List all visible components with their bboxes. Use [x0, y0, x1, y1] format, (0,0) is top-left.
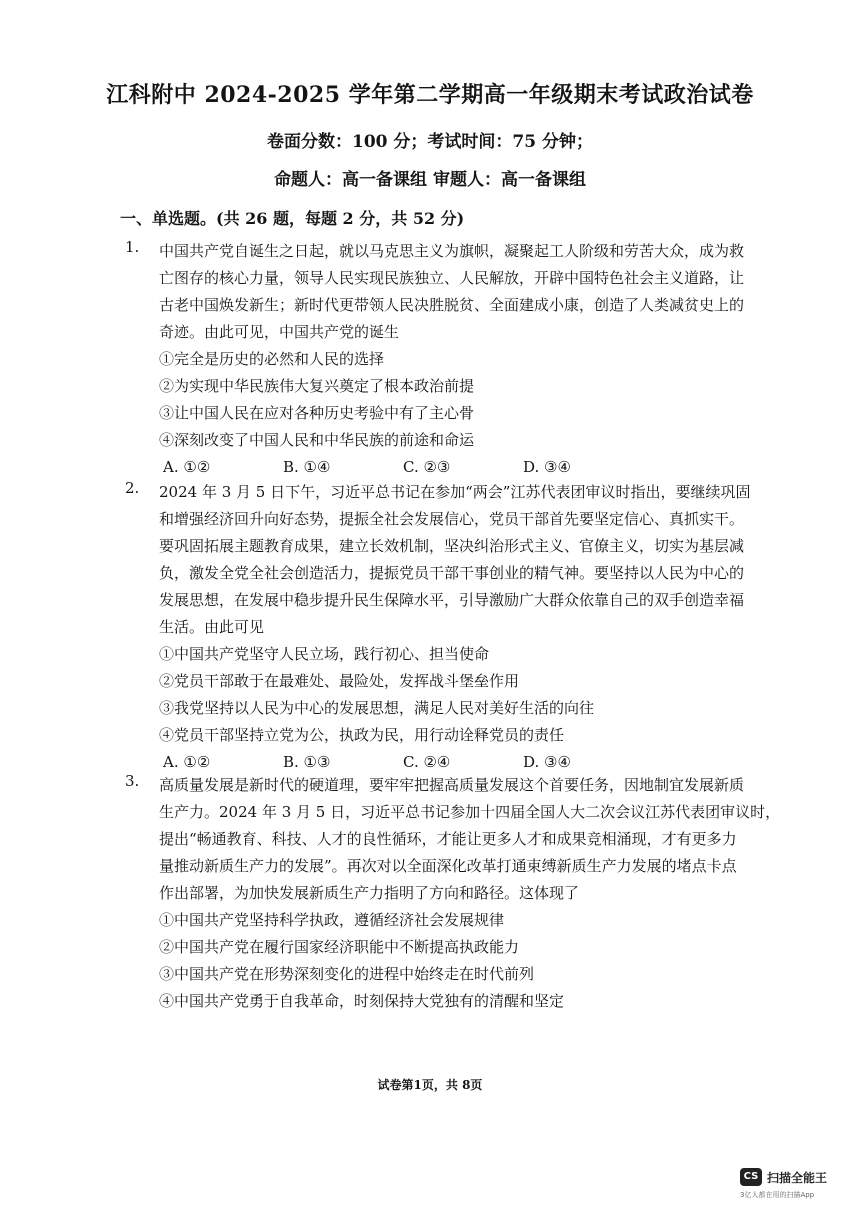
authors-line: 命题人：高一备课组 审题人：高一备课组	[274, 170, 586, 190]
question-stem	[159, 772, 785, 907]
stem-line: 中国共产党自诞生之日起，就以马克思主义为旗帜，凝聚起工人阶级和劳苦大众，成为救	[159, 242, 745, 260]
stem-line: 高质量发展是新时代的硬道理，要牢牢把握高质量发展这个首要任务，因地制宜发展新质	[159, 776, 745, 794]
statement-option: ②中国共产党在履行国家经济职能中不断提高执政能力	[159, 938, 520, 956]
choice-b: B. ①③	[283, 753, 331, 771]
question-2	[125, 479, 785, 776]
choice-d: D. ③④	[523, 458, 571, 476]
watermark-name: 扫描全能王	[767, 1171, 828, 1185]
watermark-tagline: 3亿人都在用的扫描App	[740, 1191, 815, 1199]
section-heading: 一、单选题。(共 26 题，每题 2 分，共 52 分)	[120, 209, 465, 228]
statement-option: ④深刻改变了中国人民和中华民族的前途和命运	[159, 431, 475, 449]
choice-a: A. ①②	[163, 753, 211, 771]
stem-line: 生活。由此可见	[159, 618, 265, 636]
choice-c: C. ②③	[403, 458, 451, 476]
stem-line: 量推动新质生产力的发展”。再次对以全面深化改革打通束缚新质生产力发展的堵点卡点	[159, 857, 737, 875]
statement-option: ①中国共产党坚持科学执政，遵循经济社会发展规律	[159, 911, 505, 929]
stem-line: 生产力。2024 年 3 月 5 日，习近平总书记参加十四届全国人大二次会议江苏代表团审议时，	[159, 803, 781, 821]
question-number: 1.	[125, 238, 140, 256]
question-3	[125, 772, 785, 1015]
statement-option: ②党员干部敢于在最难处、最险处，发挥战斗堡垒作用	[159, 672, 520, 690]
question-stem	[159, 238, 785, 346]
choice-c: C. ②④	[403, 753, 451, 771]
stem-line: 负，激发全党全社会创造活力，提振党员干部干事创业的精气神。要坚持以人民为中心的	[159, 564, 745, 582]
statement-option: ③让中国人民在应对各种历史考验中有了主心骨	[159, 404, 475, 422]
camscanner-logo-icon: CS	[740, 1168, 762, 1186]
question-stem	[159, 479, 785, 641]
stem-line: 2024 年 3 月 5 日下午，习近平总书记在参加“两会”江苏代表团审议时指出，要继续巩固	[159, 483, 751, 501]
statement-option: ③我党坚持以人民为中心的发展思想，满足人民对美好生活的向往	[159, 699, 595, 717]
score-time-line: 卷面分数：100 分；考试时间：75 分钟；	[267, 132, 593, 152]
statement-option: ②为实现中华民族伟大复兴奠定了根本政治前提	[159, 377, 475, 395]
choice-a: A. ①②	[163, 458, 211, 476]
stem-line: 作出部署，为加快发展新质生产力指明了方向和路径。这体现了	[159, 884, 580, 902]
scanner-watermark	[740, 1168, 850, 1208]
stem-line: 发展思想，在发展中稳步提升民生保障水平，引导激励广大群众依靠自己的双手创造幸福	[159, 591, 745, 609]
stem-line: 亡图存的核心力量，领导人民实现民族独立、人民解放，开辟中国特色社会主义道路，让	[159, 269, 745, 287]
statement-option: ①中国共产党坚守人民立场，践行初心、担当使命	[159, 645, 490, 663]
stem-line: 奇迹。由此可见，中国共产党的诞生	[159, 323, 400, 341]
stem-line: 和增强经济回升向好态势，提振全社会发展信心，党员干部首先要坚定信心、真抓实干。	[159, 510, 745, 528]
question-number: 2.	[125, 479, 140, 497]
stem-line: 提出“畅通教育、科技、人才的良性循环，才能让更多人才和成果竞相涌现，才有更多力	[159, 830, 737, 848]
statement-option: ①完全是历史的必然和人民的选择	[159, 350, 385, 368]
choice-d: D. ③④	[523, 753, 571, 771]
exam-title: 江科附中 2024-2025 学年第二学期高一年级期末考试政治试卷	[106, 82, 754, 108]
stem-line: 古老中国焕发新生；新时代更带领人民决胜脱贫、全面建成小康，创造了人类减贫史上的	[159, 296, 745, 314]
statement-option: ④中国共产党勇于自我革命，时刻保持大党独有的清醒和坚定	[159, 992, 565, 1010]
question-1	[125, 238, 785, 481]
statement-option: ③中国共产党在形势深刻变化的进程中始终走在时代前列	[159, 965, 535, 983]
stem-line: 要巩固拓展主题教育成果，建立长效机制，坚决纠治形式主义、官僚主义，切实为基层减	[159, 537, 745, 555]
choice-b: B. ①④	[283, 458, 331, 476]
statement-option: ④党员干部坚持立党为公，执政为民，用行动诠释党员的责任	[159, 726, 565, 744]
page-footer: 试卷第1页，共 8页	[377, 1078, 483, 1092]
question-number: 3.	[125, 772, 140, 790]
answer-choices	[163, 454, 785, 481]
